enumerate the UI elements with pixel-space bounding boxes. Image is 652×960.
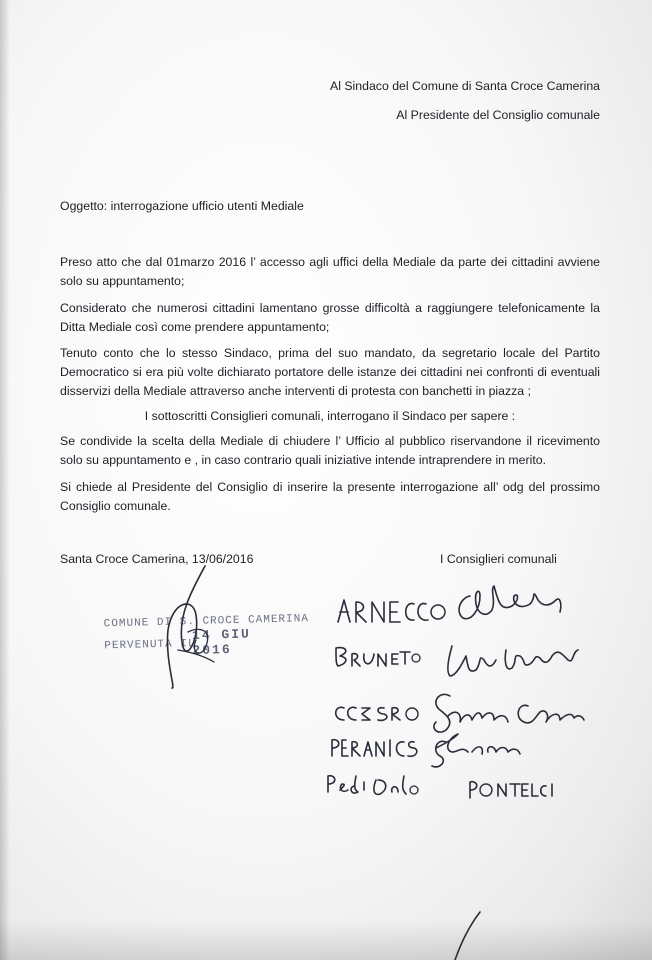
paragraph-2: Considerato che numerosi cittadini lamentano grosse difficoltà a raggiungere telefonicamente la Ditta Mediale così come prendere appuntamento; — [60, 301, 600, 334]
signature-name-1 — [338, 600, 445, 622]
place-date: Santa Croce Camerina, 13/06/2016 — [60, 552, 254, 566]
signature-name-5 — [328, 776, 552, 798]
stamp-received-label: PERVENUTA IL — [104, 637, 196, 653]
signature-name-3 — [336, 707, 418, 720]
recipient-line-2: Al Presidente del Consiglio comunale — [396, 108, 600, 122]
subject-line: Oggetto: interrogazione ufficio utenti Mediale — [60, 199, 304, 213]
recipient-line-1: Al Sindaco del Comune di Santa Croce Camerina — [330, 79, 600, 93]
paragraph-4: Se condivide la scelta della Mediale di chiudere l’ Ufficio al pubblico riservandone il ricevimento solo su appuntamento e , in caso contrario quali iniziative intende intraprendere in merito. — [60, 434, 600, 467]
stamp-clerk-signature — [167, 566, 214, 688]
signature-1 — [459, 586, 561, 619]
signatories-heading: I Consiglieri comunali — [440, 552, 557, 566]
petition-statement: I sottoscritti Consiglieri comunali, interrogano il Sindaco per sapere : — [144, 409, 516, 423]
signature-2 — [448, 646, 578, 676]
signature-name-2 — [336, 648, 420, 666]
paragraph-1: Preso atto che dal 01marzo 2016 l’ accesso agli uffici della Mediale da parte dei cittadini avviene solo su appuntamento; — [60, 255, 600, 288]
stamp-office: COMUNE DI S. CROCE CAMERINA — [103, 613, 310, 631]
paragraph-3: Tenuto conto che lo stesso Sindaco, prima del suo mandato, da segretario locale del Partito Democratico si era più volte dichiarato portatore delle istanze dei cittadini nei confronti di eventuali disservizi della Mediale attraverso anche interventi di protesta con banchetti in piazza ; — [60, 346, 600, 398]
paragraph-5: Si chiede al Presidente del Consiglio di inserire la presente interrogazione all’ odg del prossimo Consiglio comunale. — [60, 480, 600, 513]
paper-crease — [455, 912, 480, 960]
signature-name-4 — [332, 740, 417, 757]
stamp-date: 14 GIU 2016 — [191, 626, 252, 659]
signature-3 — [434, 694, 584, 732]
signature-4 — [432, 734, 520, 767]
